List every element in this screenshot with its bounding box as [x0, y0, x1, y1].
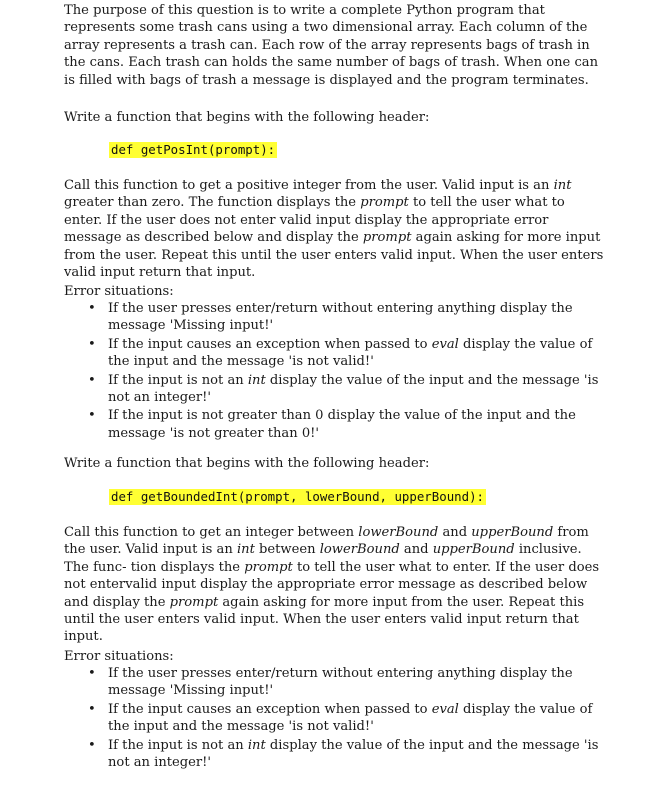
list-item: • If the user presses enter/return without entering anything display the message 'Missing input!' [88, 666, 573, 699]
error-list-1 [88, 300, 608, 443]
bullet-icon: • [88, 336, 96, 352]
list-item: • If the user presses enter/return without entering anything display the message 'Missing input!' [88, 301, 573, 334]
error-situations-label-1: Error situations: [64, 284, 174, 299]
list-item: • If the input causes an exception when passed to eval display the value of the input and the message 'is not valid!' [88, 336, 593, 370]
error-situations-label-2: Error situations: [64, 649, 174, 664]
description-getboundedint: Call this function to get an integer between lowerBound and upperBound from the user. Valid input is an int between lowerBound and upperBound inclusive. The func- tion displays the prompt to tell the user what to enter. If the user does not entervalid input display the appropriate error message as described below and display the prompt again asking for more input from the user. Repeat this until the user enters valid input. When the user enters valid input return that input. [64, 525, 600, 645]
bullet-icon: • [88, 666, 96, 681]
list-item: • If the input causes an exception when passed to eval display the value of the input and the message 'is not valid!' [88, 701, 593, 735]
bullet-icon: • [88, 372, 96, 388]
header-prompt-2: Write a function that begins with the following header: [64, 456, 430, 471]
bullet-icon: • [88, 701, 96, 717]
bullet-icon: • [88, 301, 96, 316]
bullet-icon: • [88, 737, 96, 753]
intro-paragraph: The purpose of this question is to write a complete Python program that represents some trash cans using a two dimensional array. Each column of the array represents a trash can. Each row of the array represents bags of trash in the cans. Each trash can holds the same number of bags of trash. When one can is filled with bags of trash a message is displayed and the program terminates. [64, 3, 599, 88]
code-header-getboundedint: def getBoundedInt(prompt, lowerBound, upperBound): [111, 489, 484, 504]
code-header-getposint: def getPosInt(prompt): [111, 142, 276, 157]
header-prompt-1: Write a function that begins with the following header: [64, 110, 430, 125]
bullet-icon: • [88, 408, 96, 424]
error-list-2 [88, 665, 608, 772]
list-item: • If the input is not an int display the value of the input and the message 'is not an integer!' [88, 372, 599, 406]
list-item: • If the input is not an int display the value of the input and the message 'is not an integer!' [88, 737, 599, 771]
list-item: • If the input is not greater than 0 display the value of the input and the message 'is not greater than 0!' [88, 408, 576, 441]
description-getposint: Call this function to get a positive integer from the user. Valid input is an int greater than zero. The function displays the prompt to tell the user what to enter. If the user does not enter valid input display the appropriate error message as described below and display the prompt again asking for more input from the user. Repeat this until the user enters valid input. When the user enters valid input return that input. [64, 178, 604, 281]
